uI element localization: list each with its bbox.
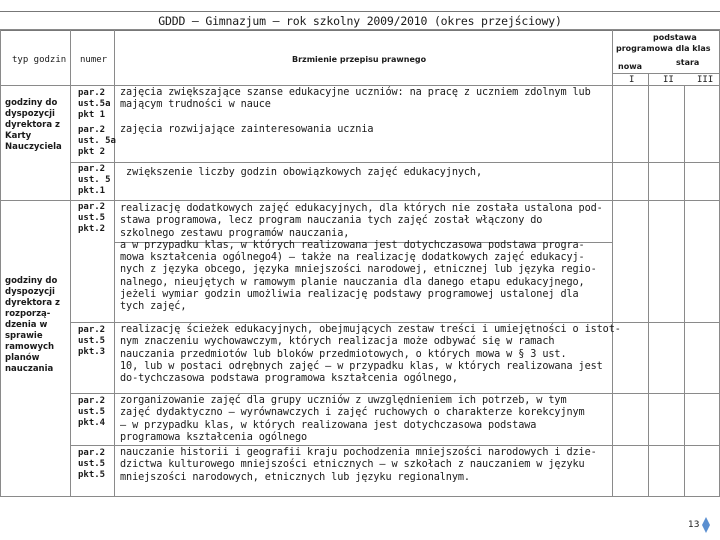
row-sep-1 [70, 162, 720, 163]
row-sep-5 [70, 445, 720, 446]
vline-ii [648, 73, 649, 496]
row-numer-7: par.2 ust.5 pkt.5 [78, 448, 106, 480]
header-nowa: nowa [618, 62, 642, 71]
row-numer-2: par.2 ust. 5a pkt 2 [78, 125, 116, 157]
group-label-karta: godziny do dyspozycji dyrektora z Karty Nauczyciela [5, 98, 62, 152]
row-text-1: zajęcia zwiększające szanse edukacyjne uczniów: na pracę z uczniem zdolnym lub mającym trudności w nauce [120, 87, 591, 111]
row-numer-4: par.2 ust.5 pkt.2 [78, 202, 106, 234]
vline-numer [114, 29, 115, 496]
header-podstawa: podstawa [653, 33, 697, 42]
header-programowa: programowa dla klas [616, 44, 711, 53]
header-separator [0, 85, 612, 86]
row-sep-3 [70, 322, 720, 323]
group-label-rozporzadzenie: godziny do dyspozycji dyrektora z rozporzą- dzenia w sprawie ramowych planów nauczania [5, 276, 60, 374]
row-text-4: realizację dodatkowych zajęć edukacyjnych, dla których nie została ustalona pod- stawa programowa, lecz program nauczania tych zajęć został włączony do szkolnego zestawu programów nauczania, a w przypadku klas, w których realizowana jest dotychczasowa podstawa progra- mowa kształcenia ogólnego4) – także na realizację dodatkowych zajęć edukacyj- nych z języka obcego, języka mniejszości narodowej, etnicznej lub języka regio- nalnego, nieujętych w ramowym planie nauczania dla danego etapu edukacyjnego, jeżeli wymiar godzin umożliwia realizację podstawy programowej ustalonej dla tych zajęć, [120, 203, 603, 313]
header-brzmienie: Brzmienie przepisu prawnego [292, 55, 427, 64]
row-text-5: realizację ścieżek edukacyjnych, obejmujących zestaw treści i umiejętności o istot- nym znaczeniu wychowawczym, których realizacja może odbywać się w ramach nauczania przedmiotów lub bloków przedmiotowych, o których mowa w § 3 ust. 10, lub w postaci odrębnych zajęć – w przypadku klas, w których realizowana jest do-tychczasowa podstawa programowa kształcenia ogólnego, [120, 324, 621, 385]
header-class-i: I [629, 75, 635, 85]
vline-typ [70, 29, 71, 496]
header-numer: numer [80, 55, 108, 65]
page-number: 13 [688, 520, 700, 530]
table-bottom-border [0, 496, 720, 497]
header-class-ii: II [663, 75, 674, 85]
row-sep-4 [70, 393, 720, 394]
row-text-6: zorganizowanie zajęć dla grupy uczniów z uwzględnieniem ich potrzeb, w tym zajęć dydaktyczno – wyrównawczych i zajęć ruchowych o charakterze korekcyjnym – w przypadku klas, w których realizowana jest dotychczasowa podstawa programowa kształcenia ogólnego [120, 395, 585, 443]
hline-nowa-stara [612, 73, 720, 74]
header-separator-right [612, 85, 720, 86]
row-text-7: nauczanie historii i geografii kraju pochodzenia mniejszości narodowych i dzie- dzictwa kulturowego mniejszości etnicznych – w szkołach z nauczaniem w języku mniejszości narodowych, etnicznych lub języku regionalnym. [120, 447, 597, 483]
row-text-2: zajęcia rozwijające zainteresowania ucznia [120, 124, 374, 135]
header-class-iii: III [697, 75, 714, 85]
header-stara: stara [676, 58, 700, 67]
row-numer-5: par.2 ust.5 pkt.3 [78, 325, 106, 357]
vline-left [0, 29, 1, 496]
vline-text [612, 29, 613, 496]
row-numer-3: par.2 ust. 5 pkt.1 [78, 164, 111, 196]
row-numer-6: par.2 ust.5 pkt.4 [78, 396, 106, 428]
row-sep-2 [0, 200, 720, 201]
slide-title: GDDD – Gimnazjum – rok szkolny 2009/2010 (okres przejściowy) [0, 11, 720, 31]
vline-iii [684, 85, 685, 496]
slide-corner-ornament-icon [700, 515, 712, 535]
header-typ-godzin: typ godzin [12, 55, 67, 65]
row-text-3: zwiększenie liczby godzin obowiązkowych zajęć edukacyjnych, [120, 167, 483, 178]
row-numer-1: par.2 ust.5a pkt 1 [78, 88, 111, 120]
